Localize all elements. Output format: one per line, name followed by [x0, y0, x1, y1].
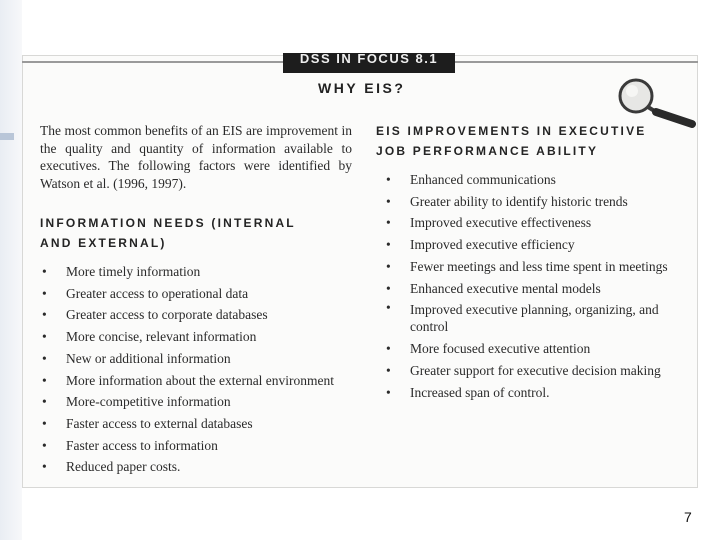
heading-line: INFORMATION NEEDS (INTERNAL: [40, 216, 296, 230]
intro-paragraph: The most common benefits of an EIS are improvement in the quality and quantity of information available to executives. The following factors were identified by Watson et al. (1996, 1997).: [40, 123, 352, 191]
list-item: • Enhanced executive mental models: [386, 278, 686, 300]
list-item: • Greater support for executive decision making: [386, 360, 686, 382]
slide-side-bar: [0, 0, 22, 540]
focus-tab: [283, 53, 455, 73]
heading-line: JOB PERFORMANCE ABILITY: [376, 144, 599, 158]
page-number: 7: [684, 509, 692, 525]
list-item: • Improved executive effectiveness: [386, 212, 686, 234]
heading-line: AND EXTERNAL): [40, 236, 167, 250]
list-item: • Faster access to external databases: [42, 413, 352, 435]
list-item: • Greater access to corporate databases: [42, 304, 352, 326]
heading-line: EIS IMPROVEMENTS IN EXECUTIVE: [376, 124, 647, 138]
list-item: • Faster access to information: [42, 435, 352, 457]
list-item: • Increased span of control.: [386, 382, 686, 404]
focus-tab-label: DSS IN FOCUS 8.1: [299, 53, 439, 66]
slide-side-rule: [0, 133, 14, 140]
information-needs-list: [42, 261, 352, 478]
list-item: • Enhanced communications: [386, 169, 686, 191]
list-item: • More timely information: [42, 261, 352, 283]
information-needs-heading: [40, 213, 340, 253]
list-item: • Greater access to operational data: [42, 283, 352, 305]
list-item: • Reduced paper costs.: [42, 456, 352, 478]
list-item: • More-competitive information: [42, 391, 352, 413]
list-item: • Greater ability to identify historic trends: [386, 191, 686, 213]
list-item: • Improved executive planning, organizing, and control: [386, 299, 686, 338]
eis-improvements-list: [386, 169, 686, 403]
list-item: • Fewer meetings and less time spent in meetings: [386, 256, 686, 278]
eis-improvements-heading: [376, 121, 696, 161]
list-item: • More focused executive attention: [386, 338, 686, 360]
list-item: • Improved executive efficiency: [386, 234, 686, 256]
list-item: • More information about the external environment: [42, 370, 352, 392]
list-item: • New or additional information: [42, 348, 352, 370]
list-item: • More concise, relevant information: [42, 326, 352, 348]
page-title: WHY EIS?: [318, 80, 406, 96]
